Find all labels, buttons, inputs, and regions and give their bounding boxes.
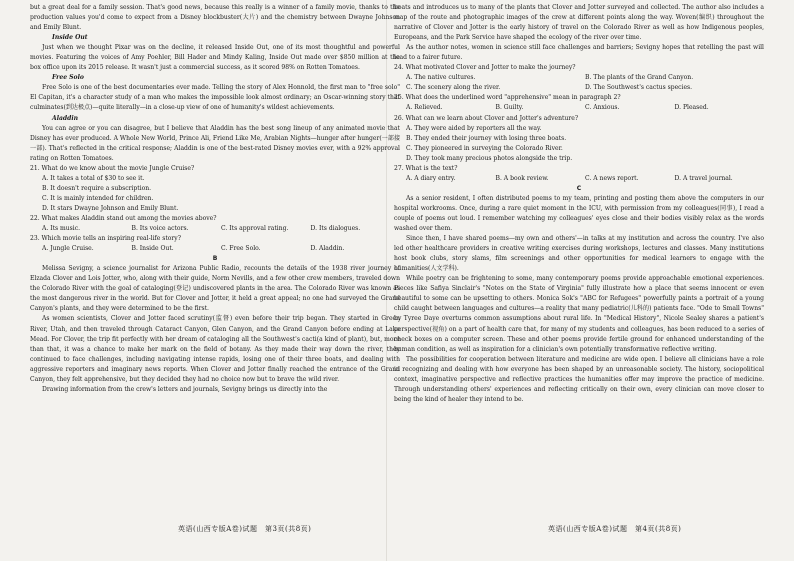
left-page-column [30, 3, 400, 395]
aladdin-text: You can agree or you can disagree, but I believe that Aladdin has the best song lineup of any animated movie that Disney has ever produced. A Whole New World, Prince Ali, Friend Like Me, Arabian Nights—hunger after hunger(一部接一部). That's reflected in the critical response; Aladdin is one of the best-rated Disney movies ever, with a 92% approval rating on Rotten Tomatoes. [30, 124, 400, 162]
q24-option-d: D. The Southwest's cactus species. [585, 84, 693, 92]
q25-option-d: D. Pleased. [674, 104, 709, 112]
question-21: 21. What do we know about the movie Jungle Cruise? [30, 164, 195, 172]
q25-option-c: C. Anxious. [585, 104, 620, 112]
movie-title-aladdin: Aladdin [52, 114, 79, 122]
q23-option-d: D. Aladdin. [310, 245, 345, 253]
q27-option-a: A. A diary entry. [406, 174, 456, 182]
q22-option-b: B. Its voice actors. [131, 225, 189, 233]
q27-options [406, 174, 764, 184]
q24-options-row-2 [406, 83, 764, 93]
question-27: 27. What is the text? [394, 164, 458, 172]
q23-option-a: A. Jungle Cruise. [42, 245, 94, 253]
q24-option-a: A. The native cultures. [406, 74, 476, 82]
page-footer-left: 英语(山西专版A卷)试题 第3页(共8页) [178, 525, 312, 533]
passage-c-paragraph-1: As a senior resident, I often distributed poems to my team, printing and posting them above the computers in our hospital workrooms. Once, during a rare quiet moment in the ICU, with permission from my colleagues(同事), I read a couple of poems out loud. I remember watching my colleagues' eyes close and their bodies visibly relax as the words washed over them. [394, 194, 764, 233]
q25-option-b: B. Guilty. [495, 104, 524, 112]
q21-option-b: B. It doesn't require a subscription. [42, 184, 152, 192]
passage-c-paragraph-2: Since then, I have shared poems—my own and others'—in talks at my institution and across the country. I've also led other healthcare providers in creative writing exercises during workshops, lectures and classes. Many institutions host book clubs, story slams, film screenings and other opportunities for medical learners to engage with the humanities(人文学科). [394, 235, 764, 273]
q26-option-c: C. They pioneered in surveying the Colorado River. [406, 144, 563, 152]
section-b-heading: B [212, 255, 218, 263]
passage-c-paragraph-3: While poetry can be frightening to some, many contemporary poems provide approachable emotional experiences. Pieces like Safiya Sinclair's "Notes on the State of Virginia" fully illustrate how a place that seems innocent or even beautiful to some can be upsetting to others. Monica Sok's "ABC for Refugees" powerfully paints a portrait of a young child caught between languages and cultures—a reality that many pediatric(儿科的) patients face. "Ode to Small Towns" by Tyree Daye overturns common assumptions about rural life. In "Medical History", Nicole Sealey shares a patient's perspective(视角) on a part of health care that, for many of my students and colleagues, has been reduced to a series of check boxes on a computer screen. These and other poems provide fertile ground for enhanced understanding of the human condition, as well as inspiration for a clinician's own potentially transformative reflective writing. [394, 275, 764, 353]
q24-options-row-1 [406, 73, 764, 83]
question-26: 26. What can we learn about Clover and Jotter's adventure? [394, 114, 579, 122]
passage-b-paragraph-1: Melissa Sevigny, a science journalist for Arizona Public Radio, recounts the details of the 1938 river journey of Elzada Clover and Lois Jotter, who, along with their guide, Norm Nevills, and a few other crew members, traveled down the Colorado River with the goal of cataloging(登记) undiscovered plants in the area. The Colorado River was known as the most dangerous river in the world. But for Clover and Jotter, it held a great appeal; no one had surveyed the Grand Canyon's plants, and they were determined to be the first. [30, 265, 400, 313]
q21-option-d: D. It stars Dwayne Johnson and Emily Blunt. [42, 204, 179, 212]
passage-b-paragraph-4: As the author notes, women in science still face challenges and barriers; Sevigny hopes that retelling the past will lead to a fairer future. [394, 44, 764, 62]
passage-a-intro: but a great deal for a family session. That's good news, because this really is a winner of a family movie, thanks to the production values you'd come to expect from a Disney blockbuster(大片) and the chemistry between Dwayne Johnson and Emily Blunt. [30, 4, 400, 32]
q25-options [406, 103, 764, 113]
q26-option-d: D. They took many precious photos alongside the trip. [406, 154, 573, 162]
q22-option-a: A. Its music. [42, 225, 81, 233]
free-solo-text: Free Solo is one of the best documentaries ever made. Telling the story of Alex Honnold, the first man to "free solo" El Capitan, it's a character study of a man who makes the impossible look almost ordinary; an Oscar-winning story that culminates(到达极点)—quite literally—in a close-up view of one of humanity's wildest achievements. [30, 84, 400, 112]
q27-option-b: B. A book review. [495, 174, 549, 182]
page-footer-right: 英语(山西专版A卷)试题 第4页(共8页) [548, 525, 682, 533]
section-c-heading: C [576, 184, 582, 192]
q24-option-c: C. The scenery along the river. [406, 84, 501, 92]
movie-title-inside-out: Inside Out [52, 34, 88, 42]
q22-option-c: C. Its approval rating. [221, 225, 289, 233]
question-22: 22. What makes Aladdin stand out among the movies above? [30, 214, 217, 222]
q27-option-d: D. A travel journal. [674, 174, 733, 182]
q27-option-c: C. A news report. [585, 174, 639, 182]
q26-option-a: A. They were aided by reporters all the way. [406, 124, 542, 132]
q23-option-c: C. Free Solo. [221, 245, 261, 253]
q23-option-b: B. Inside Out. [131, 245, 174, 253]
q23-options [42, 244, 400, 254]
q26-option-b: B. They ended their journey with losing three boats. [406, 134, 567, 142]
q25-option-a: A. Relieved. [406, 104, 443, 112]
q21-option-c: C. It is mainly intended for children. [42, 194, 154, 202]
question-23: 23. Which movie tells an inspiring real-life story? [30, 235, 181, 243]
passage-b-paragraph-3: Drawing information from the crew's letters and journals, Sevigny brings us directly into the [42, 385, 328, 393]
q22-option-d: D. Its dialogues. [310, 225, 361, 233]
passage-b-paragraph-2: As women scientists, Clover and Jotter faced scrutiny(监督) even before their trip began. They started in Green River, Utah, and then traveled through Cataract Canyon, Glen Canyon, and the Grand Canyon before ending at Lake Mead. For Clover, the trip fit perfectly with her dream of cataloging all the Southwest's cacti(a kind of plant), but, more than that, it was a chance to make her mark on the field of botany. As they made their way down the river, they continued to face challenges, including navigating intense rapids, losing one of their three boats, and dealing with aggressive reporters and imaginary news reports. When Clover and Jotter finally reached the entrance of the Grand Canyon, they felt apprehensive, but they decided they had no choice now but to brave the wild river. [30, 315, 400, 383]
right-page-column [394, 3, 764, 405]
passage-b-continued: boats and introduces us to many of the plants that Clover and Jotter surveyed and collected. The author also includes a map of the route and photographic images of the crew at different points along the way. Woven(编织) throughout the narrative of Clover and Jotter is the early history of travel on the Colorado River as well as how Indigenous peoples, Europeans, and the Park Service have shaped the ecology of the river over time. [394, 4, 764, 42]
q21-option-a: A. It takes a total of $30 to see it. [42, 174, 145, 182]
question-24: 24. What motivated Clover and Jotter to make the journey? [394, 64, 576, 72]
movie-title-free-solo: Free Solo [52, 74, 84, 82]
q22-options [42, 224, 400, 234]
inside-out-text: Just when we thought Pixar was on the decline, it released Inside Out, one of its most thoughtful and powerful movies. Featuring the voices of Amy Poehler, Bill Hader and Mindy Kaling, Inside Out made over $850 million at the box office upon its 2015 release. It wasn't just a commercial success, as it scored 98% on Rotten Tomatoes. [30, 44, 400, 72]
passage-c-paragraph-4: The possibilities for cooperation between literature and medicine are wide open. I believe all clinicians have a role in recognizing and dealing with how everyone has been shaped by an unreasonable society. The history, sociopolitical context, imaginative perspective and reflective practices the humanities offer may improve the practice of medicine. Through understanding others' experiences and reflecting critically on their own, every clinician can move closer to being the kind of healer they intend to be. [394, 355, 764, 403]
question-25: 25. What does the underlined word "apprehensive" mean in paragraph 2? [394, 94, 621, 102]
q24-option-b: B. The plants of the Grand Canyon. [585, 74, 694, 82]
